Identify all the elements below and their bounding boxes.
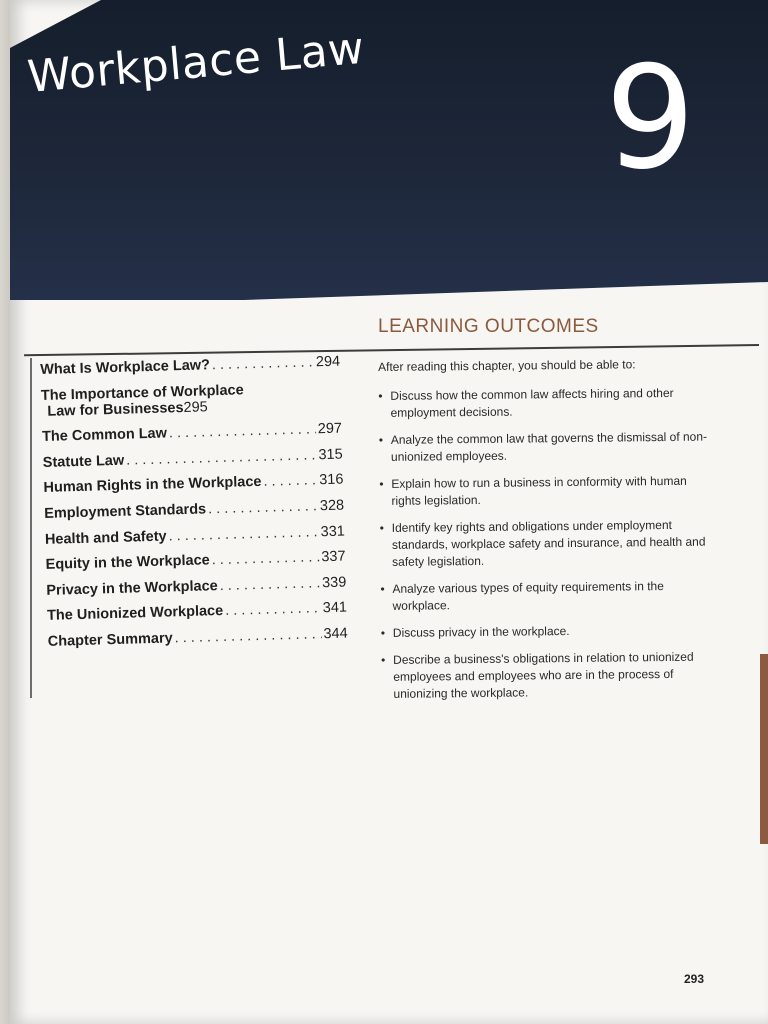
chapter-edge-tab	[760, 654, 768, 844]
toc-entry[interactable]	[42, 421, 342, 445]
toc-entry-page: 328	[319, 497, 345, 515]
toc-entry-label: Chapter Summary	[47, 630, 173, 650]
toc-leader-dots	[169, 422, 316, 442]
list-item	[381, 648, 722, 703]
chapter-title: Workplace Law	[25, 22, 367, 103]
chapter-number: 9	[605, 36, 696, 201]
list-item	[380, 577, 720, 615]
outcome-text: Identify key rights and obligations under employment standards, workplace safety and insurance, and health and safety legislation.	[391, 517, 706, 569]
toc-entry[interactable]	[43, 472, 343, 496]
toc-entry-label: Employment Standards	[44, 501, 207, 522]
outcomes-intro: After reading this chapter, you should be able to:	[378, 357, 636, 374]
toc-entry[interactable]	[44, 498, 344, 522]
learning-outcomes-heading: LEARNING OUTCOMES	[378, 316, 599, 337]
toc-entry[interactable]	[47, 600, 347, 624]
toc-entry-label-line1: The Importance of Workplace	[40, 381, 244, 404]
toc-entry-page: 295	[183, 398, 208, 416]
toc-entry[interactable]	[45, 523, 345, 547]
bullet-icon: •	[379, 520, 385, 535]
toc-entry-page: 344	[323, 625, 348, 643]
outcomes-list	[378, 384, 721, 703]
outcome-text: Discuss privacy in the workplace.	[392, 624, 570, 640]
table-of-contents	[40, 354, 348, 660]
list-item	[378, 384, 718, 422]
outcome-text: Explain how to run a business in conformity with human rights legislation.	[391, 473, 687, 508]
toc-entry[interactable]	[48, 625, 348, 649]
toc-entry[interactable]	[45, 549, 345, 573]
toc-leader-dots	[263, 473, 317, 490]
outcome-text: Discuss how the common law affects hiring and other employment decisions.	[390, 385, 674, 420]
list-item	[380, 516, 721, 571]
toc-leader-dots	[174, 626, 321, 646]
toc-entry-label: Equity in the Workplace	[45, 552, 210, 574]
toc-entry-label: The Common Law	[41, 425, 168, 446]
toc-leader-dots	[126, 447, 317, 468]
toc-entry[interactable]	[41, 379, 342, 419]
toc-entry-label: Health and Safety	[44, 528, 167, 548]
list-item	[379, 428, 719, 466]
toc-leader-dots	[219, 575, 320, 594]
toc-entry-label: Law for Businesses	[47, 399, 184, 420]
toc-leader-dots	[208, 498, 318, 517]
toc-leader-dots	[225, 601, 321, 620]
toc-entry-label: The Unionized Workplace	[46, 603, 224, 625]
toc-leader-dots	[211, 549, 319, 568]
toc-entry-label: Statute Law	[42, 452, 125, 471]
outcome-text: Analyze various types of equity requirements in the workplace.	[392, 579, 664, 613]
learning-outcomes	[378, 356, 722, 713]
toc-entry-page: 297	[317, 420, 343, 438]
page-number: 293	[684, 972, 705, 986]
toc-entry[interactable]	[43, 446, 343, 470]
toc-entry-page: 315	[318, 446, 343, 464]
outcome-text: Analyze the common law that governs the dismissal of non-unionized employees.	[390, 429, 708, 464]
bullet-icon: •	[378, 388, 383, 403]
bullet-icon: •	[381, 652, 386, 667]
toc-entry-label: Human Rights in the Workplace	[43, 474, 262, 497]
outcome-text: Describe a business's obligations in relation to unionized employees and employees who are in the process of unionizing the workplace.	[393, 649, 694, 701]
bullet-icon: •	[378, 432, 384, 447]
toc-entry-page: 316	[318, 471, 344, 489]
toc-entry-page: 339	[321, 574, 347, 591]
toc-entry-page: 294	[315, 353, 341, 371]
list-item	[379, 472, 719, 510]
toc-leader-dots	[168, 524, 319, 544]
toc-entry-page: 341	[322, 599, 348, 617]
toc-leader-dots	[212, 354, 314, 373]
bullet-icon: •	[380, 581, 385, 596]
toc-entry-label: What Is Workplace Law?	[40, 357, 211, 378]
toc-entry-label: Privacy in the Workplace	[46, 577, 218, 599]
toc-entry[interactable]	[46, 574, 346, 598]
bullet-icon: •	[380, 625, 386, 640]
bullet-icon: •	[379, 476, 384, 491]
toc-entry-page: 331	[320, 523, 346, 540]
list-item	[381, 621, 721, 642]
toc-entry-page: 337	[321, 548, 346, 566]
